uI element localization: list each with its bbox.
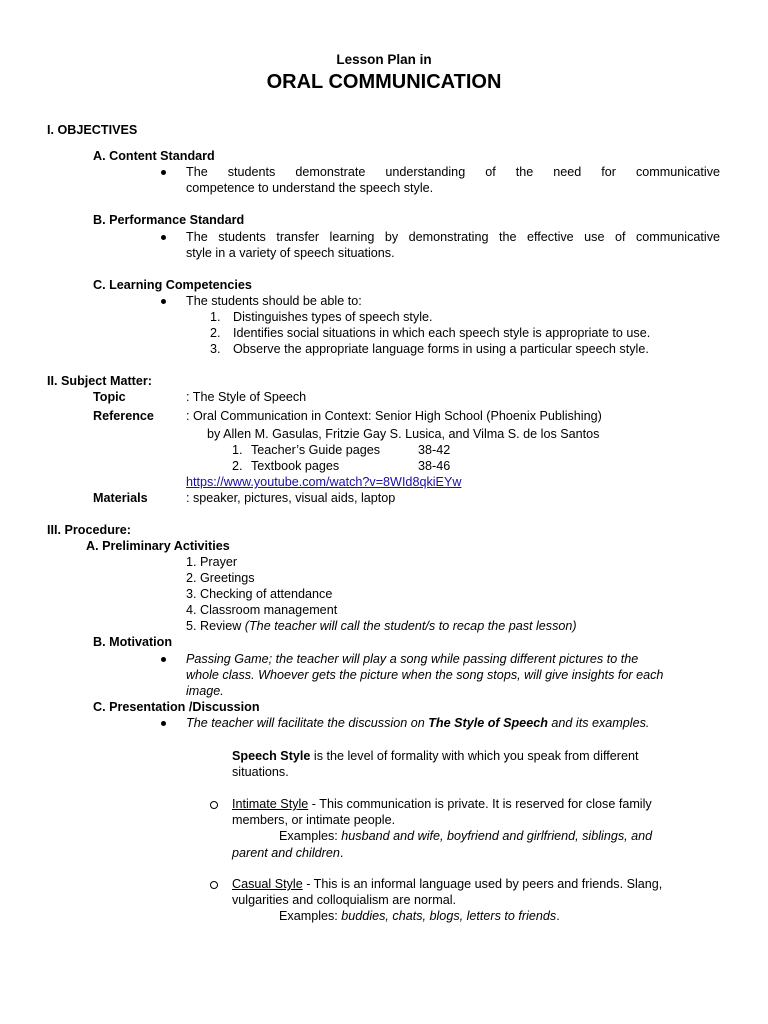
preliminary-item: 3. Checking of attendance (186, 587, 333, 601)
motivation-text-line2: whole class. Whoever gets the picture when the song stops, will give insights for each (186, 668, 664, 682)
casual-examples-line (279, 908, 560, 924)
speech-style-definition-line1 (232, 748, 638, 764)
presentation-label: C. Presentation /Discussion (93, 700, 260, 714)
preliminary-item: 4. Classroom management (186, 603, 338, 617)
reference-authors: by Allen M. Gasulas, Fritzie Gay S. Lusica, and Vilma S. de los Santos (207, 427, 600, 441)
reference-label: Reference (93, 409, 154, 423)
examples-end: . (339, 846, 344, 860)
subject-matter-heading: II. Subject Matter: (47, 374, 152, 388)
competency-item: Identifies social situations in which each speech style is appropriate to use. (233, 326, 651, 340)
performance-standard-text-line2: style in a variety of speech situations. (186, 246, 395, 260)
motivation-label: B. Motivation (93, 635, 173, 649)
page-ref-number: 1. (232, 443, 243, 457)
casual-style-line1 (232, 876, 662, 892)
competency-number: 1. (210, 310, 221, 324)
performance-standard-label: B. Performance Standard (93, 213, 245, 227)
competency-number: 3. (210, 342, 221, 356)
bullet-icon (161, 235, 166, 240)
youtube-link[interactable]: https://www.youtube.com/watch?v=8WId8qkiEYw (186, 475, 462, 489)
learning-competencies-intro: The students should be able to: (186, 294, 362, 308)
intimate-style-line1 (232, 796, 652, 812)
intimate-examples-line2 (232, 845, 343, 861)
bullet-icon (161, 299, 166, 304)
examples-label: Examples: (279, 829, 338, 843)
intimate-examples-text2: parent and children (232, 846, 340, 860)
review-prefix: 5. Review (186, 619, 242, 633)
topic-label: Topic (93, 390, 126, 404)
page-ref-number: 2. (232, 459, 243, 473)
presentation-intro-pre: The teacher will facilitate the discussion on (186, 716, 425, 730)
page-ref-label: Textbook pages (251, 459, 340, 473)
topic-value: : The Style of Speech (186, 390, 307, 404)
casual-examples-text: buddies, chats, blogs, letters to friends (341, 909, 557, 923)
intimate-style-line2: members, or intimate people. (232, 813, 396, 827)
bullet-icon (161, 170, 166, 175)
content-standard-text-line2: competence to understand the speech style. (186, 181, 434, 195)
presentation-intro (186, 715, 649, 731)
preliminary-item: 2. Greetings (186, 571, 255, 585)
review-note: (The teacher will call the student/s to recap the past lesson) (244, 619, 577, 633)
examples-label: Examples: (279, 909, 338, 923)
document-title: ORAL COMMUNICATION (266, 71, 502, 93)
content-standard-label: A. Content Standard (93, 149, 215, 163)
intimate-examples-line1 (279, 828, 652, 844)
materials-value: : speaker, pictures, visual aids, laptop (186, 491, 396, 505)
learning-competencies-label: C. Learning Competencies (93, 278, 252, 292)
materials-label: Materials (93, 491, 148, 505)
casual-style-desc: - This is an informal language used by peers and friends. Slang, (302, 877, 663, 891)
competency-item: Observe the appropriate language forms in using a particular speech style. (233, 342, 649, 356)
page-ref-value: 38-42 (418, 443, 451, 457)
casual-style-line2: vulgarities and colloquialism are normal. (232, 893, 456, 907)
objectives-heading: I. OBJECTIVES (47, 123, 138, 137)
speech-style-definition-line2: situations. (232, 765, 289, 779)
examples-end: . (556, 909, 560, 923)
presentation-intro-post: and its examples. (551, 716, 650, 730)
motivation-text-line1: Passing Game; the teacher will play a song while passing different pictures to the (186, 652, 639, 666)
bullet-icon (161, 657, 166, 662)
preliminary-item-review (186, 618, 577, 634)
page-ref-label: Teacher’s Guide pages (251, 443, 381, 457)
content-standard-text-line1: The students demonstrate understanding of the need for communicative (186, 165, 720, 179)
speech-style-term: Speech Style (232, 749, 311, 763)
presentation-intro-topic: The Style of Speech (428, 716, 548, 730)
procedure-heading: III. Procedure: (47, 523, 131, 537)
competency-number: 2. (210, 326, 221, 340)
document-subtitle: Lesson Plan in (336, 52, 432, 67)
circle-bullet-icon (210, 881, 218, 889)
page-ref-value: 38-46 (418, 459, 451, 473)
preliminary-item: 1. Prayer (186, 555, 238, 569)
intimate-style-desc: - This communication is private. It is reserved for close family (308, 797, 652, 811)
circle-bullet-icon (210, 801, 218, 809)
bullet-icon (161, 721, 166, 726)
performance-standard-text-line1: The students transfer learning by demonstrating the effective use of communicative (186, 230, 720, 244)
motivation-text-line3: image. (186, 684, 224, 698)
reference-value: : Oral Communication in Context: Senior High School (Phoenix Publishing) (186, 409, 602, 423)
casual-style-name: Casual Style (232, 877, 303, 891)
speech-style-def: is the level of formality with which you speak from different (313, 749, 639, 763)
competency-item: Distinguishes types of speech style. (233, 310, 433, 324)
preliminary-activities-label: A. Preliminary Activities (86, 539, 230, 553)
intimate-examples-text: husband and wife, boyfriend and girlfriend, siblings, and (341, 829, 653, 843)
intimate-style-name: Intimate Style (232, 797, 309, 811)
